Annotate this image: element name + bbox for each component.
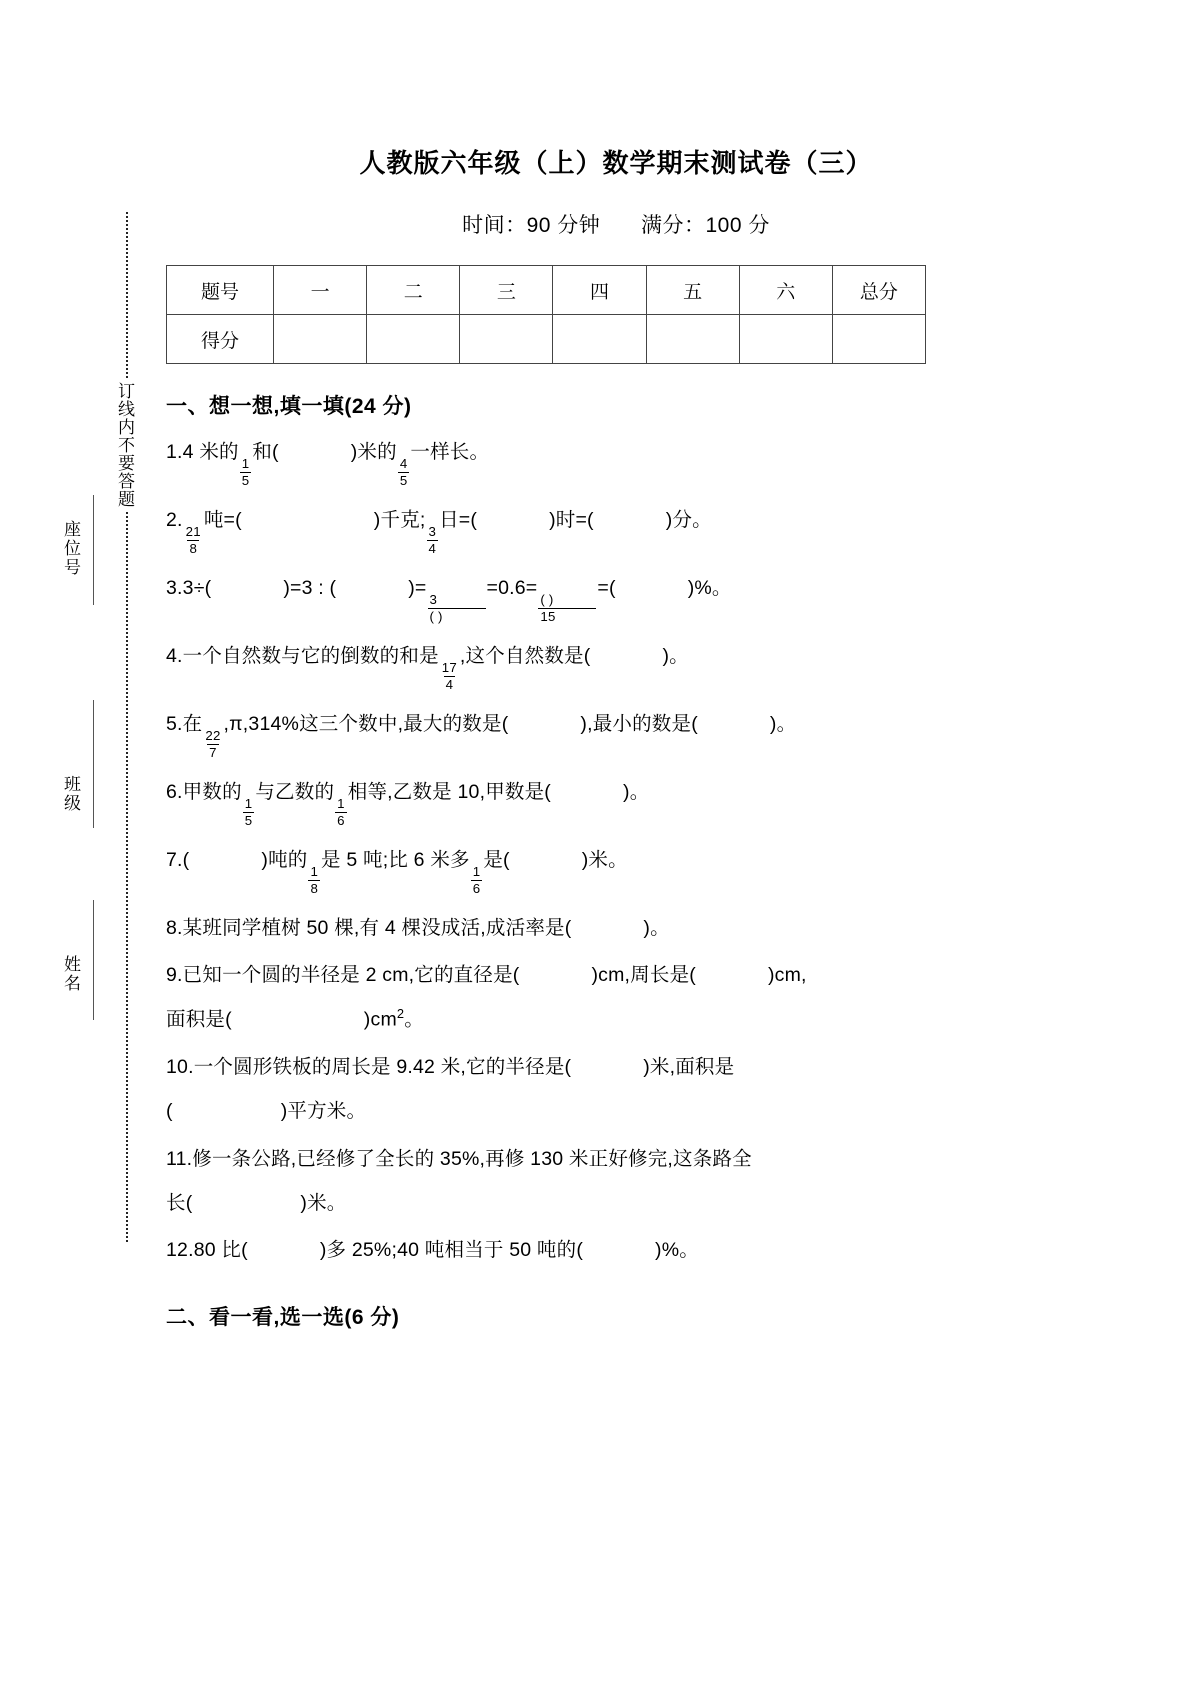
question-7-text-e: )米。 <box>581 849 628 871</box>
question-9-line-2 <box>166 1004 1066 1035</box>
fraction-denominator: 5 <box>241 473 250 489</box>
class-rule <box>93 700 94 828</box>
question-11-line-2 <box>166 1188 1066 1218</box>
question-9-number: 9. <box>166 964 183 987</box>
question-6-text-d: )。 <box>623 781 650 804</box>
seal-dotted-line <box>126 212 128 1242</box>
fraction-denominator[interactable]: ( ) <box>428 608 486 624</box>
fraction-denominator: 6 <box>472 881 481 897</box>
question-10-line-2 <box>166 1096 1066 1126</box>
table-cell-col-4: 四 <box>553 266 646 315</box>
question-2-fraction-a <box>184 525 203 556</box>
question-7-fraction-b <box>471 865 483 896</box>
class-label: 班级 <box>61 775 80 813</box>
question-9-text-e: )cm <box>363 1008 397 1031</box>
score-cell-total[interactable] <box>832 315 925 364</box>
fraction-denominator: 8 <box>189 541 198 557</box>
fraction-numerator: 21 <box>185 524 201 540</box>
question-1-text-c: )米的 <box>350 441 397 464</box>
score-cell-1[interactable] <box>274 315 367 364</box>
score-cell-5[interactable] <box>646 315 739 364</box>
question-6-text-b: 与乙数的 <box>255 781 335 804</box>
question-5-number: 5. <box>166 713 183 736</box>
question-6-text-a: 甲数的 <box>182 781 242 804</box>
page-title: 人教版六年级（上）数学期末测试卷（三） <box>359 148 873 178</box>
exam-total-score: 满分：100 分 <box>641 214 770 238</box>
question-11-text-a: 修一条公路,已经修了全长的 35%,再修 130 米正好修完,这条路全 <box>192 1147 752 1170</box>
question-3-text-a: 3÷( <box>182 577 212 600</box>
question-9-text-a: 已知一个圆的半径是 2 cm,它的直径是( <box>182 964 520 987</box>
question-4-number: 4. <box>166 645 183 668</box>
question-3-fraction-b <box>538 593 596 624</box>
question-9-text-b: )cm,周长是( <box>591 964 696 987</box>
table-row-question-numbers <box>167 266 926 315</box>
question-8-text-b: )。 <box>643 916 670 939</box>
table-cell-col-6: 六 <box>739 266 832 315</box>
question-2-text-d: )时=( <box>549 509 594 532</box>
fraction-denominator: 15 <box>538 608 596 624</box>
table-header-score: 得分 <box>167 315 274 364</box>
fraction-numerator: 1 <box>337 796 345 812</box>
question-10-number: 10. <box>166 1056 194 1079</box>
binding-margin <box>0 0 160 1684</box>
question-6 <box>166 777 1066 828</box>
fraction-numerator: 3 <box>429 592 438 608</box>
section-heading-two: 二、看一看,选一选(6 分) <box>166 1306 400 1330</box>
question-1-text-b: 和( <box>252 441 279 464</box>
question-12-text-c: )%。 <box>655 1239 699 1261</box>
score-cell-6[interactable] <box>739 315 832 364</box>
question-10-text-c: ( <box>166 1100 173 1123</box>
question-4-text-c: )。 <box>662 645 689 668</box>
table-cell-col-2: 二 <box>367 266 460 315</box>
question-2-fraction-b <box>427 525 439 556</box>
fraction-numerator: 1 <box>472 864 481 880</box>
question-7-text-b: )吨的 <box>261 849 308 871</box>
question-5-text-d: )。 <box>769 713 797 736</box>
fraction-denominator: 6 <box>337 813 345 829</box>
fraction-numerator: 3 <box>428 524 437 540</box>
table-header-question: 题号 <box>167 266 274 315</box>
question-12-text-b: )多 25%;40 吨相当于 50 吨的( <box>319 1239 584 1261</box>
question-6-number: 6. <box>166 781 183 804</box>
question-1-number: 1. <box>166 441 183 464</box>
fraction-denominator: 5 <box>244 813 253 829</box>
question-4-fraction <box>440 661 459 692</box>
question-3-text-c: )= <box>408 577 427 600</box>
question-7-number: 7. <box>166 849 183 871</box>
question-3-text-f: )%。 <box>687 577 732 600</box>
fraction-denominator: 4 <box>445 677 454 693</box>
fraction-denominator: 8 <box>310 881 319 897</box>
question-10-text-a: 一个圆形铁板的周长是 9.42 米,它的半径是( <box>193 1056 572 1079</box>
fraction-numerator: 1 <box>310 864 319 880</box>
score-cell-2[interactable] <box>367 315 460 364</box>
question-5-text-a: 在 <box>182 713 203 736</box>
fraction-denominator: 7 <box>209 745 217 761</box>
question-8-text-a: 某班同学植树 50 棵,有 4 棵没成活,成活率是( <box>182 916 572 939</box>
question-11 <box>166 1144 1066 1174</box>
fraction-numerator[interactable]: ( ) <box>540 592 554 608</box>
question-7 <box>166 845 1066 896</box>
question-11-text-c: )米。 <box>300 1191 347 1214</box>
question-12 <box>166 1235 1066 1265</box>
question-1 <box>166 437 1066 488</box>
exam-meta <box>166 209 1066 239</box>
question-3-text-e: =( <box>597 577 616 600</box>
question-2-number: 2. <box>166 509 183 532</box>
question-9 <box>166 960 1066 990</box>
question-3-fraction-a <box>428 593 486 624</box>
fraction-numerator: 4 <box>399 456 408 472</box>
fraction-numerator: 22 <box>205 728 221 744</box>
question-5-fraction <box>203 729 222 760</box>
table-cell-col-total: 总分 <box>832 266 925 315</box>
fraction-denominator: 5 <box>399 473 408 489</box>
question-11-text-b: 长( <box>166 1191 193 1214</box>
question-3 <box>166 573 1066 624</box>
question-7-text-d: 是( <box>483 849 510 871</box>
question-9-superscript: 2 <box>396 1006 405 1022</box>
question-5-text-b: ,π,314%这三个数中,最大的数是( <box>223 713 509 736</box>
question-2-text-a: 吨=( <box>203 509 242 532</box>
score-cell-4[interactable] <box>553 315 646 364</box>
question-3-text-b: )=3 : ( <box>283 577 337 600</box>
name-rule <box>93 900 94 1020</box>
table-cell-col-1: 一 <box>274 266 367 315</box>
seat-number-rule <box>93 495 94 605</box>
question-5-text-c: ),最小的数是( <box>580 713 698 736</box>
fraction-numerator: 17 <box>441 660 457 676</box>
fraction-numerator: 1 <box>244 796 253 812</box>
table-row-scores <box>167 315 926 364</box>
seal-instruction-text: 订线内不要答题 <box>112 378 137 512</box>
question-4 <box>166 641 1066 692</box>
question-3-text-d: =0.6= <box>486 577 538 600</box>
question-6-text-c: 相等,乙数是 10,甲数是( <box>347 781 551 804</box>
question-6-fraction-a <box>243 797 255 828</box>
question-1-text-a: 4 米的 <box>182 441 239 464</box>
question-7-fraction-a <box>308 865 320 896</box>
question-10-text-b: )米,面积是 <box>643 1056 735 1079</box>
question-3-number: 3. <box>166 577 183 600</box>
question-2-text-e: )分。 <box>665 509 712 532</box>
question-6-fraction-b <box>335 797 347 828</box>
question-2-text-c: 日=( <box>439 509 478 532</box>
question-1-text-d: 一样长。 <box>410 441 490 464</box>
fraction-numerator: 1 <box>241 456 250 472</box>
question-10-text-d: )平方米。 <box>280 1100 367 1123</box>
question-4-text-a: 一个自然数与它的倒数的和是 <box>182 645 439 668</box>
fraction-denominator: 4 <box>428 541 437 557</box>
question-9-text-f: 。 <box>404 1008 424 1031</box>
question-12-number: 12. <box>166 1239 194 1261</box>
question-8 <box>166 913 1066 943</box>
question-7-text-a: ( <box>182 849 190 871</box>
question-8-number: 8. <box>166 916 183 939</box>
seat-number-label: 座位号 <box>61 520 80 577</box>
question-9-text-d: 面积是( <box>166 1008 232 1031</box>
question-11-number: 11. <box>166 1147 193 1170</box>
question-2 <box>166 505 1066 556</box>
question-5 <box>166 709 1066 760</box>
exam-content <box>166 0 1066 1339</box>
question-2-text-b: )千克; <box>373 509 426 532</box>
question-9-text-c: )cm, <box>767 964 807 987</box>
question-1-fraction-a <box>240 457 252 488</box>
question-4-text-b: ,这个自然数是( <box>459 645 591 668</box>
table-cell-col-3: 三 <box>460 266 553 315</box>
name-label: 姓名 <box>61 955 80 993</box>
question-12-text-a: 80 比( <box>193 1239 248 1261</box>
table-cell-col-5: 五 <box>646 266 739 315</box>
question-10 <box>166 1052 1066 1082</box>
score-cell-3[interactable] <box>460 315 553 364</box>
score-table <box>166 265 926 364</box>
question-1-fraction-b <box>398 457 410 488</box>
question-7-text-c: 是 5 吨;比 6 米多 <box>321 849 470 871</box>
exam-duration: 时间：90 分钟 <box>462 214 601 238</box>
section-heading-one: 一、想一想,填一填(24 分) <box>166 395 412 419</box>
